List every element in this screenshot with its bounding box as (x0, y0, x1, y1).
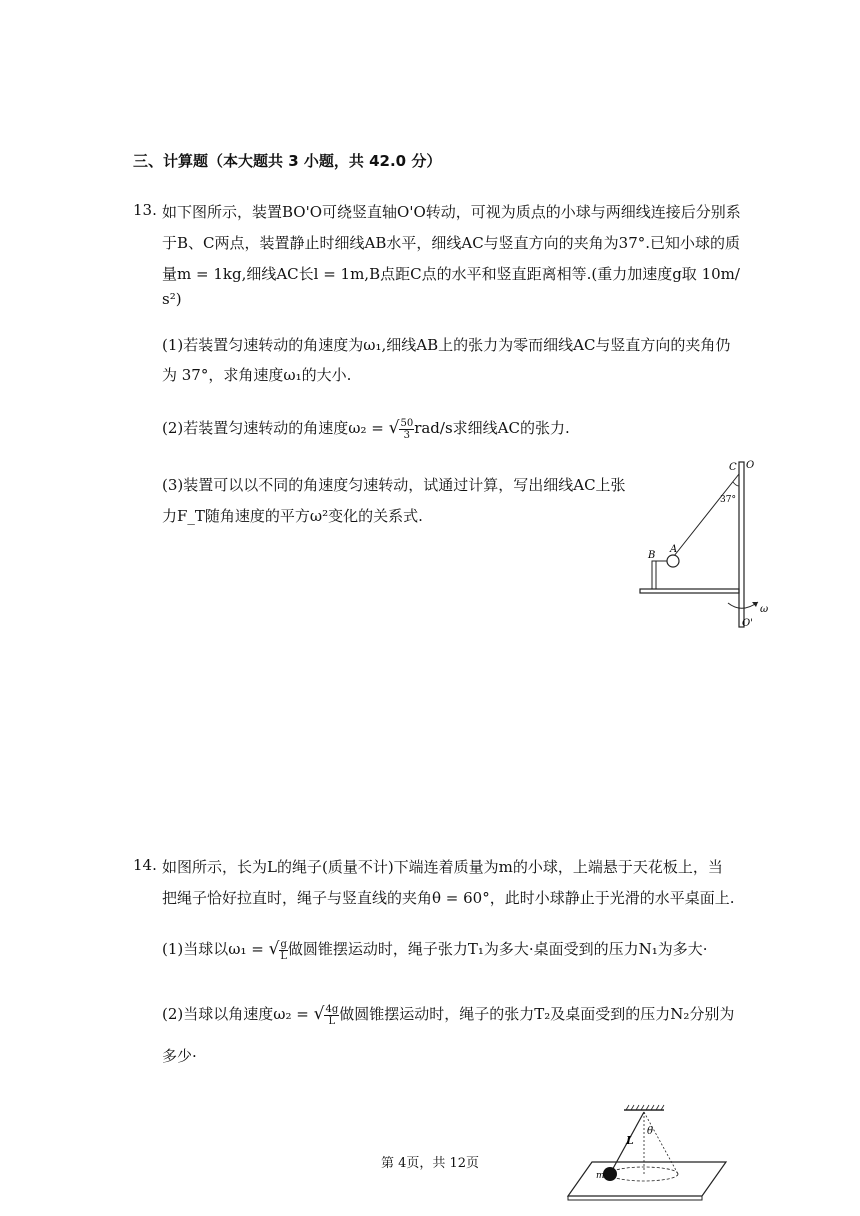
q14-part1-denominator: L (280, 950, 287, 962)
q13-part2-prefix: (2)若装置匀速转动的角速度ω₂ = (162, 419, 389, 437)
q14-part2-denominator: L (328, 1015, 336, 1027)
q13-stem-line-2: 于B、C两点，装置静止时细线AB水平，细线AC与竖直方向的夹角为37°.已知小球的质 (162, 234, 741, 252)
q13-stem-line-1: 如下图所示，装置BO'O可绕竖直轴O'O转动，可视为质点的小球与两细线连接后分别系 (162, 203, 741, 221)
q14-part1-prefix: (1)当球以ω₁ = (162, 940, 269, 958)
q14-stem-line-1: 如图所示，长为L的绳子(质量不计)下端连着质量为m的小球，上端悬于天花板上，当 (162, 858, 723, 876)
q14-part1-fraction (279, 939, 287, 962)
figure-label-b: B (648, 550, 656, 561)
figure-label-c: C (729, 462, 737, 473)
section-title: 三、计算题（本大题共 3 小题，共 42.0 分） (133, 152, 442, 170)
q14-part1: (1)当球以ω₁ = √ $\frac{g}{L}$ 做圆锥摆运动时，绳子张力T₁为多大·桌面受到的压力N₁为多大· (162, 938, 708, 962)
q13-part2-suffix: rad/s求细线AC的张力. (414, 419, 570, 437)
q13-part1-line-1: (1)若装置匀速转动的角速度为ω₁,细线AB上的张力为零而细线AC与竖直方向的夹角仍 (162, 336, 731, 354)
q13-part2-fraction (399, 418, 414, 441)
figure-label-angle: 37° (720, 495, 736, 505)
question-13-number: 13. (133, 201, 157, 219)
q13-part2-denominator: 3 (403, 429, 410, 441)
q13-stem-line-3: 量m = 1kg,细线AC长l = 1m,B点距C点的水平和竖直距离相等.(重力加速度g取 10m/ (162, 265, 740, 283)
q13-part2-numerator: 50 (400, 417, 414, 429)
q13-part1-line-2: 为 37°，求角速度ω₁的大小. (162, 366, 352, 384)
q13-stem-line-4: s²) (162, 290, 182, 308)
figure-label-l: L (626, 1134, 634, 1147)
q14-part2-suffix: 做圆锥摆运动时，绳子的张力T₂及桌面受到的压力N₂分别为 (339, 1005, 735, 1023)
q14-part2-prefix: (2)当球以角速度ω₂ = (162, 1005, 314, 1023)
figure-label-o-prime: O' (742, 618, 753, 629)
q13-apparatus-figure (636, 450, 776, 630)
q14-part2-line-2: 多少· (162, 1047, 197, 1065)
figure-label-m: m (596, 1171, 605, 1181)
q14-stem-line-2: 把绳子恰好拉直时，绳子与竖直线的夹角θ = 60°，此时小球静止于光滑的水平桌面上. (162, 889, 735, 907)
q13-part3-line-2: 力F_T随角速度的平方ω²变化的关系式. (162, 507, 423, 525)
figure-label-omega: ω (760, 604, 769, 615)
figure-label-o: O (746, 460, 755, 471)
q13-part3-line-1: (3)装置可以以不同的角速度匀速转动，试通过计算，写出细线AC上张 (162, 476, 626, 494)
q14-part1-numerator: g (280, 938, 287, 950)
figure-label-theta: θ (647, 1126, 654, 1137)
q14-part2-numerator: 4g (325, 1003, 339, 1015)
page-footer: 第 4页，共 12页 (380, 1156, 480, 1171)
figure-label-a: A (670, 544, 678, 555)
q14-part2: (2)当球以角速度ω₂ = √ $\frac{4g}{L}$ 做圆锥摆运动时，绳子的张力T₂及桌面受到的压力N₂分别为 (162, 1003, 735, 1027)
q14-part2-fraction (324, 1004, 339, 1027)
question-14-number: 14. (133, 856, 157, 874)
q14-part1-suffix: 做圆锥摆运动时，绳子张力T₁为多大·桌面受到的压力N₁为多大· (287, 940, 708, 958)
q13-part2: (2)若装置匀速转动的角速度ω₂ = √ $\frac{50}{3}$ rad/s求细线AC的张力. (162, 417, 570, 441)
